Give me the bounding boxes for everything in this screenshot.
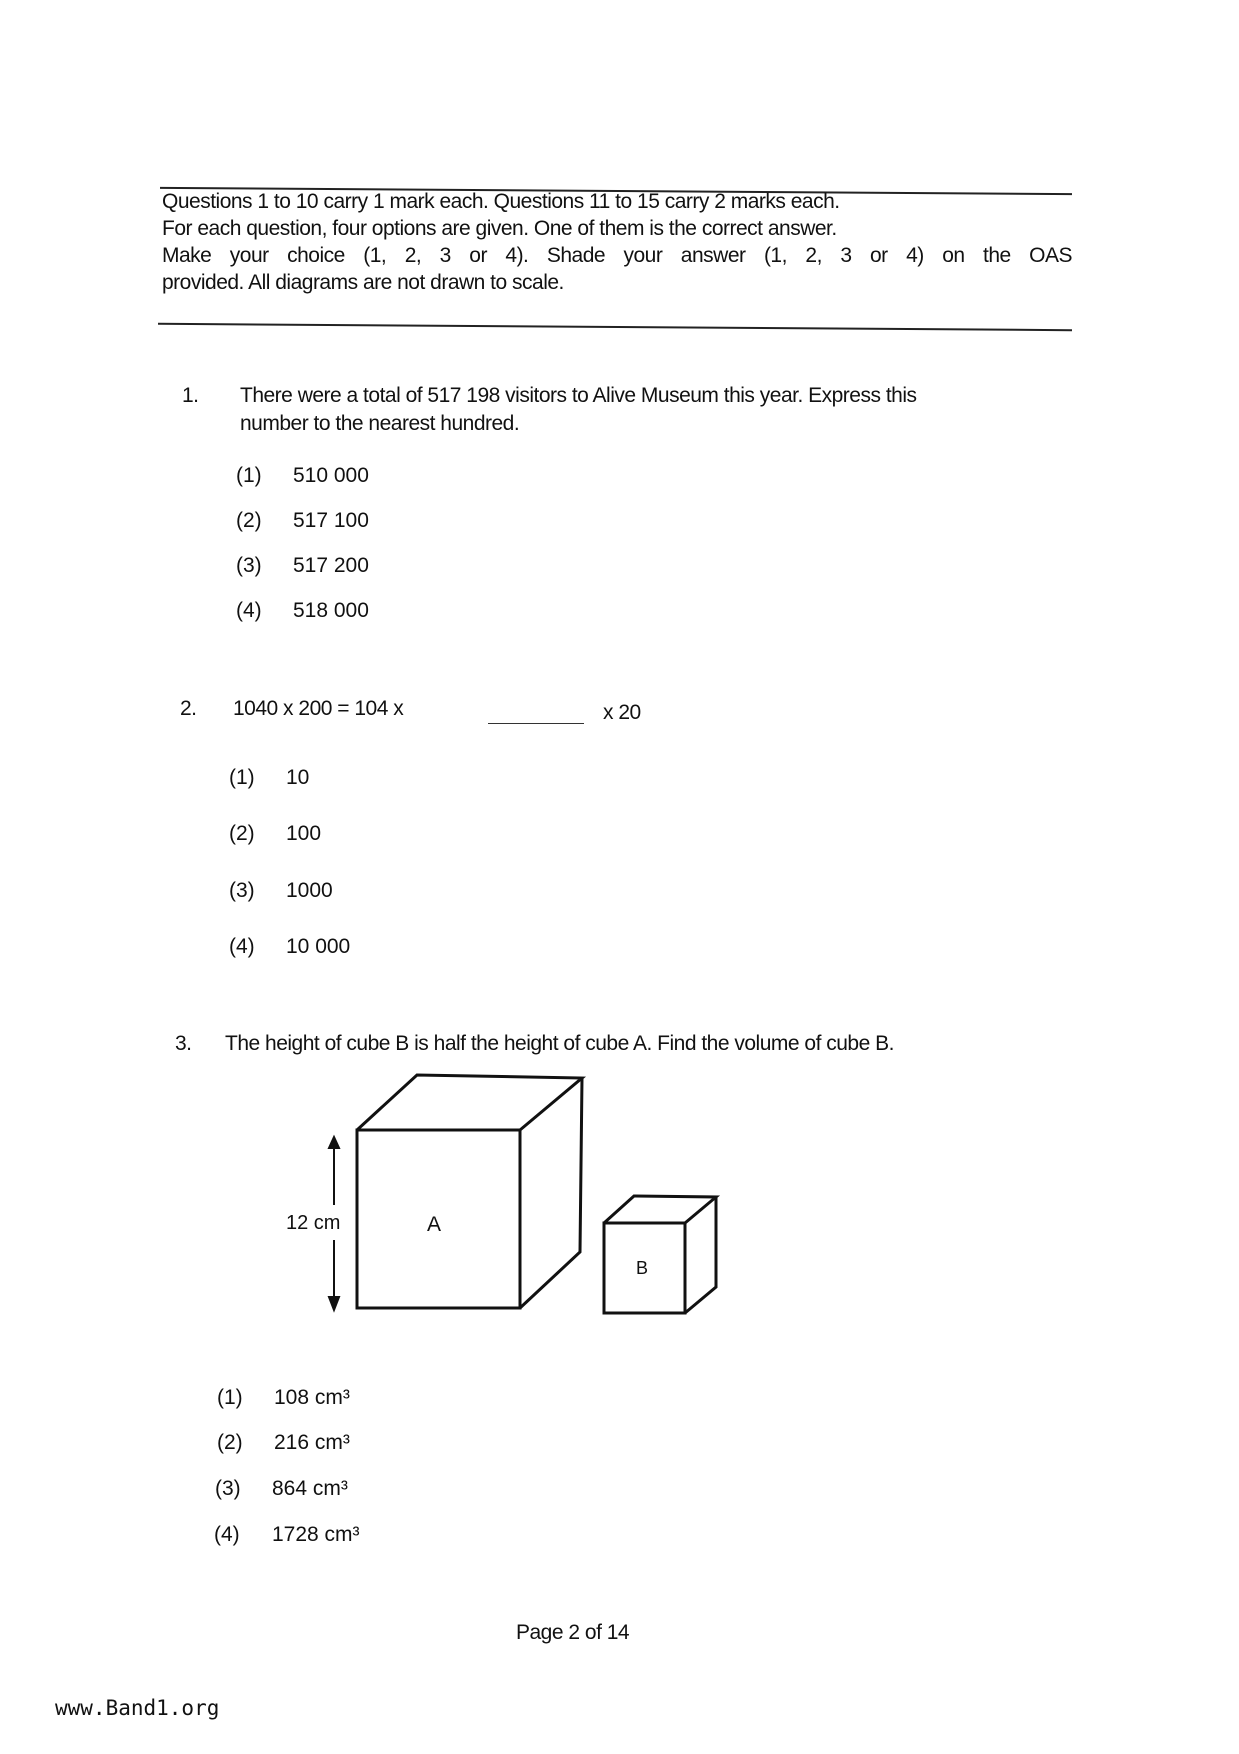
question-number: 1. xyxy=(182,384,199,407)
question-number: 3. xyxy=(175,1032,192,1055)
option-value: 510 000 xyxy=(293,464,369,487)
option-label: (3) xyxy=(229,879,255,902)
option-label: (4) xyxy=(229,935,255,958)
option-label: (1) xyxy=(236,464,262,487)
question-number: 2. xyxy=(180,697,197,720)
option-value: 517 200 xyxy=(293,554,369,577)
cube-b xyxy=(604,1196,716,1313)
option-label: (4) xyxy=(236,599,262,622)
cube-a-label: A xyxy=(427,1213,442,1236)
cube-a xyxy=(357,1075,582,1308)
question-text: The height of cube B is half the height of cube A. Find the volume of cube B. xyxy=(225,1032,894,1055)
option-value: 10 000 xyxy=(286,935,351,958)
instruction-line: Questions 1 to 10 carry 1 mark each. Questions 11 to 15 carry 2 marks each. xyxy=(162,190,840,213)
page-number: Page 2 of 14 xyxy=(516,1621,630,1644)
option-label: (2) xyxy=(229,822,255,845)
height-label: 12 cm xyxy=(286,1212,341,1234)
question-text: x 20 xyxy=(603,701,641,724)
instruction-line: For each question, four options are given. One of them is the correct answer. xyxy=(162,217,837,240)
option-value: 1728 cm³ xyxy=(272,1523,360,1546)
option-value: 108 cm³ xyxy=(274,1386,350,1409)
option-label: (4) xyxy=(214,1523,240,1546)
option-label: (2) xyxy=(236,509,262,532)
instruction-line: Make your choice (1, 2, 3 or 4). Shade your answer (1, 2, 3 or 4) on the OAS xyxy=(162,244,1072,267)
option-value: 216 cm³ xyxy=(274,1431,350,1454)
option-value: 518 000 xyxy=(293,599,369,622)
watermark-url: www.Band1.org xyxy=(55,1696,220,1720)
option-label: (2) xyxy=(217,1431,243,1454)
cube-b-label: B xyxy=(636,1258,649,1278)
question-text: number to the nearest hundred. xyxy=(240,412,520,435)
option-value: 517 100 xyxy=(293,509,369,532)
question-text: 1040 x 200 = 104 x xyxy=(233,697,404,720)
option-value: 10 xyxy=(286,766,310,789)
option-label: (3) xyxy=(236,554,262,577)
option-label: (3) xyxy=(215,1477,241,1500)
option-value: 100 xyxy=(286,822,322,845)
option-value: 1000 xyxy=(286,879,333,902)
instruction-line: provided. All diagrams are not drawn to scale. xyxy=(162,271,564,294)
option-label: (1) xyxy=(229,766,255,789)
option-label: (1) xyxy=(217,1386,243,1409)
option-value: 864 cm³ xyxy=(272,1477,348,1500)
question-text: There were a total of 517 198 visitors to Alive Museum this year. Express this xyxy=(240,384,917,407)
